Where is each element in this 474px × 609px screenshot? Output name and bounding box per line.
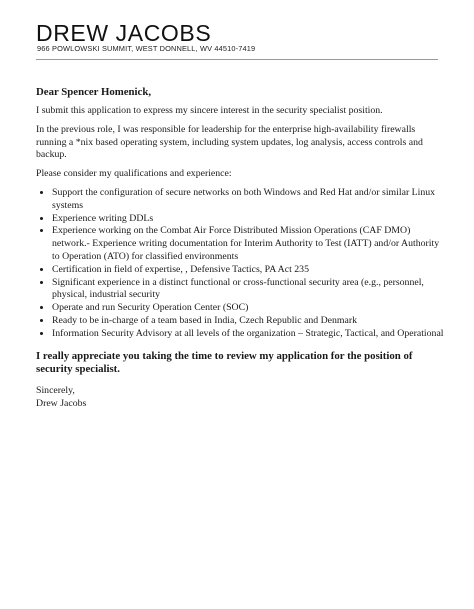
list-item: • Support the configuration of secure networks on both Windows and Red Hat and/or similar Linux systems bbox=[52, 187, 444, 213]
intro-paragraph: I submit this application to express my sincere interest in the security specialist position. bbox=[36, 105, 383, 116]
experience-paragraph: In the previous role, I was responsible for leadership for the enterprise high-availability firewalls running a *nix based operating system, including system updates, log analysis, access controls and backup. bbox=[36, 123, 423, 161]
qualifications-intro: Please consider my qualifications and experience: bbox=[36, 168, 232, 180]
signoff: Sincerely, bbox=[36, 385, 75, 397]
applicant-name: DREW JACOBS bbox=[36, 20, 212, 46]
qualifications-list bbox=[36, 187, 444, 341]
header-divider bbox=[36, 59, 438, 60]
salutation: Dear Spencer Homenick, bbox=[36, 86, 152, 98]
list-item: • Information Security Advisory at all levels of the organization – Strategic, Tactical, and Operational bbox=[52, 328, 444, 341]
signature-name: Drew Jacobs bbox=[36, 398, 87, 410]
letter-body bbox=[36, 86, 444, 411]
list-item: • Certification in field of expertise, , Defensive Tactics, PA Act 235 bbox=[52, 264, 444, 277]
applicant-address: 966 POWLOWSKI SUMMIT, WEST DONNELL, WV 44510-7419 bbox=[37, 44, 256, 53]
closing-statement: I really appreciate you taking the time to review my application for the position of security specialist. bbox=[36, 349, 413, 375]
list-item: • Ready to be in-charge of a team based in India, Czech Republic and Denmark bbox=[52, 315, 444, 328]
list-item: • Significant experience in a distinct functional or cross-functional security area (e.g., personnel, physical, industrial security bbox=[52, 277, 444, 303]
list-item: • Experience working on the Combat Air Force Distributed Mission Operations (CAF DMO) network.- Experience writing documentation for Interim Authority to Test (IATT) and/or Authority to Operation (ATO) for classified environments bbox=[52, 225, 444, 263]
list-item: • Experience writing DDLs bbox=[52, 213, 444, 226]
list-item: • Operate and run Security Operation Center (SOC) bbox=[52, 302, 444, 315]
